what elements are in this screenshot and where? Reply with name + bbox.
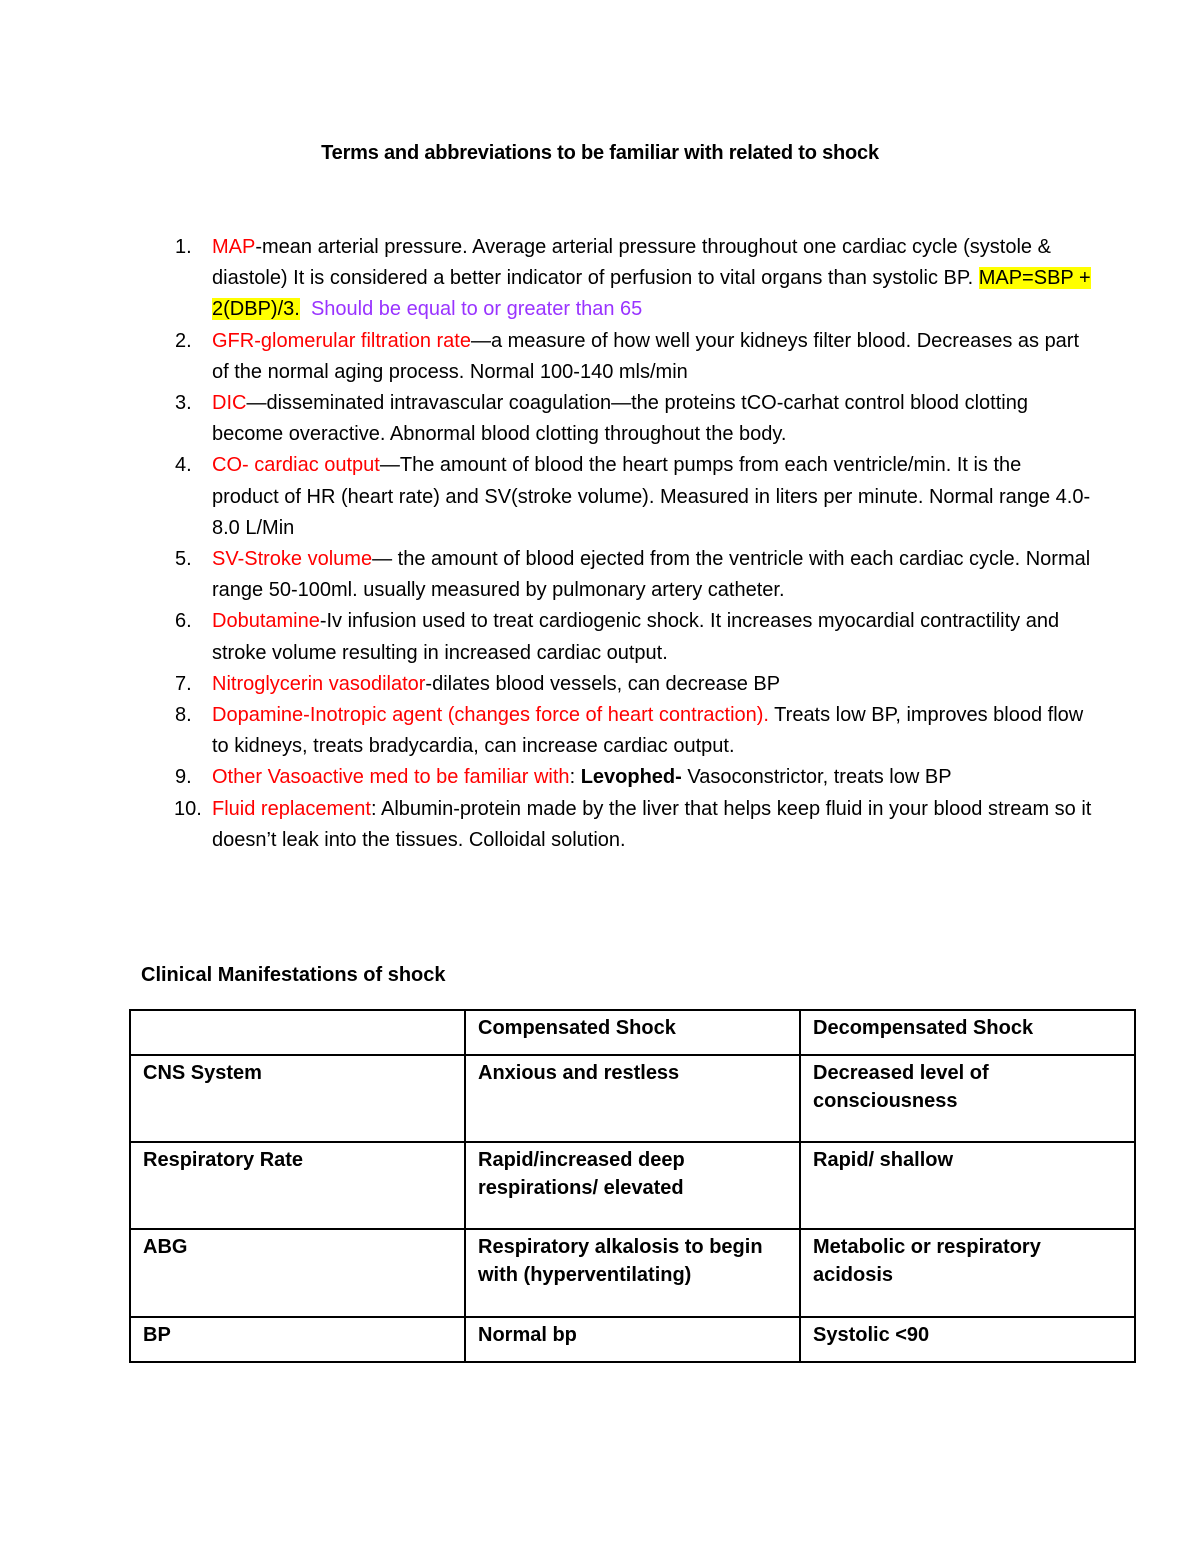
term-definition: Vasoconstrictor, treats low BP	[681, 766, 952, 789]
table-cell: Anxious and restless	[465, 1055, 800, 1142]
table-row	[130, 1229, 1135, 1317]
table-header-cell: Compensated Shock	[465, 1010, 800, 1055]
term-label: GFR-glomerular filtration rate	[212, 329, 471, 352]
table-row	[130, 1317, 1135, 1362]
table-row	[130, 1055, 1135, 1142]
list-item	[175, 762, 1092, 793]
list-item	[175, 606, 1092, 668]
section-title: Clinical Manifestations of shock	[141, 964, 446, 986]
term-definition: Treats low BP, improves blood flow to kidneys, treats bradycardia, can increase cardiac output.	[212, 704, 1084, 758]
item-number: 5.	[175, 548, 192, 571]
table-cell: Rapid/ shallow	[800, 1142, 1135, 1229]
table-cell: Systolic <90	[800, 1317, 1135, 1362]
item-number: 3.	[175, 392, 192, 415]
table-cell: Decreased level of consciousness	[800, 1055, 1135, 1142]
table-row	[130, 1142, 1135, 1229]
table-cell: ABG	[130, 1229, 465, 1317]
term-definition: -mean arterial pressure. Average arterial pressure throughout one cardiac cycle (systole & diastole) It is considered a better indicator of perfusion to vital organs than systolic BP.	[212, 236, 1051, 290]
term-label: Dopamine-Inotropic agent (changes force of heart contraction).	[212, 704, 769, 727]
item-number: 1.	[175, 236, 192, 258]
term-definition: —a measure of how well your kidneys filter blood. Decreases as part of the normal aging process. Normal 100-140 mls/min	[212, 329, 1080, 383]
item-number: 8.	[175, 704, 192, 727]
drug-name: Levophed-	[580, 766, 682, 789]
table-header-row	[130, 1010, 1135, 1055]
term-definition: : Albumin-protein made by the liver that helps keep fluid in your blood stream so it doesn’t leak into the tissues. Colloidal solution.	[212, 797, 1092, 851]
term-definition: —The amount of blood the heart pumps from each ventricle/min. It is the product of HR (heart rate) and SV(stroke volume). Measured in liters per minute. Normal range 4.0-8.0 L/Min	[212, 454, 1091, 539]
list-item	[175, 450, 1092, 544]
list-item	[175, 232, 1092, 326]
table-cell: Rapid/increased deep respirations/ elevated	[465, 1142, 800, 1229]
table-header-cell	[130, 1010, 465, 1055]
map-target-note: Should be equal to or greater than 65	[310, 298, 643, 321]
term-definition: -Iv infusion used to treat cardiogenic shock. It increases myocardial contractility and stroke volume resulting in increased cardiac output.	[212, 610, 1060, 664]
term-definition: -dilates blood vessels, can decrease BP	[425, 672, 781, 695]
term-label: DIC	[212, 392, 247, 415]
list-item	[175, 388, 1092, 450]
term-label: Nitroglycerin vasodilator	[212, 672, 426, 695]
item-number: 4.	[175, 454, 192, 477]
item-number: 7.	[175, 672, 192, 695]
table-cell: BP	[130, 1317, 465, 1362]
table-header-cell: Decompensated Shock	[800, 1010, 1135, 1055]
term-definition: — the amount of blood ejected from the ventricle with each cardiac cycle. Normal range 50-100ml. usually measured by pulmonary artery catheter.	[212, 548, 1091, 602]
list-item	[175, 326, 1092, 388]
table-cell: Respiratory alkalosis to begin with (hyperventilating)	[465, 1229, 800, 1317]
item-number: 9.	[175, 766, 192, 789]
table-cell: Normal bp	[465, 1317, 800, 1362]
term-label: SV-Stroke volume	[212, 548, 373, 571]
item-number: 10.	[174, 797, 202, 820]
list-item	[175, 544, 1092, 606]
term-label: Other Vasoactive med to be familiar with	[212, 766, 570, 789]
table-cell: Respiratory Rate	[130, 1142, 465, 1229]
list-item	[174, 794, 1092, 856]
term-label: Fluid replacement	[212, 797, 371, 820]
term-label: MAP	[212, 236, 256, 258]
terms-list	[174, 232, 1092, 856]
item-number: 6.	[175, 610, 192, 633]
item-number: 2.	[175, 329, 192, 352]
term-separator: :	[569, 766, 581, 789]
clinical-manifestations-table	[129, 1009, 1136, 1363]
table-cell: CNS System	[130, 1055, 465, 1142]
term-definition: —disseminated intravascular coagulation—the proteins tCO-carhat control blood clotting become overactive. Abnormal blood clotting throughout the body.	[212, 392, 1028, 446]
term-label: Dobutamine	[212, 610, 320, 633]
map-formula: MAP=SBP + 2(DBP)/3.	[212, 267, 1091, 321]
term-label: CO- cardiac output	[212, 454, 380, 477]
table-cell: Metabolic or respiratory acidosis	[800, 1229, 1135, 1317]
list-item	[175, 669, 1092, 700]
list-item	[175, 700, 1092, 762]
page-title: Terms and abbreviations to be familiar with related to shock	[321, 142, 879, 164]
